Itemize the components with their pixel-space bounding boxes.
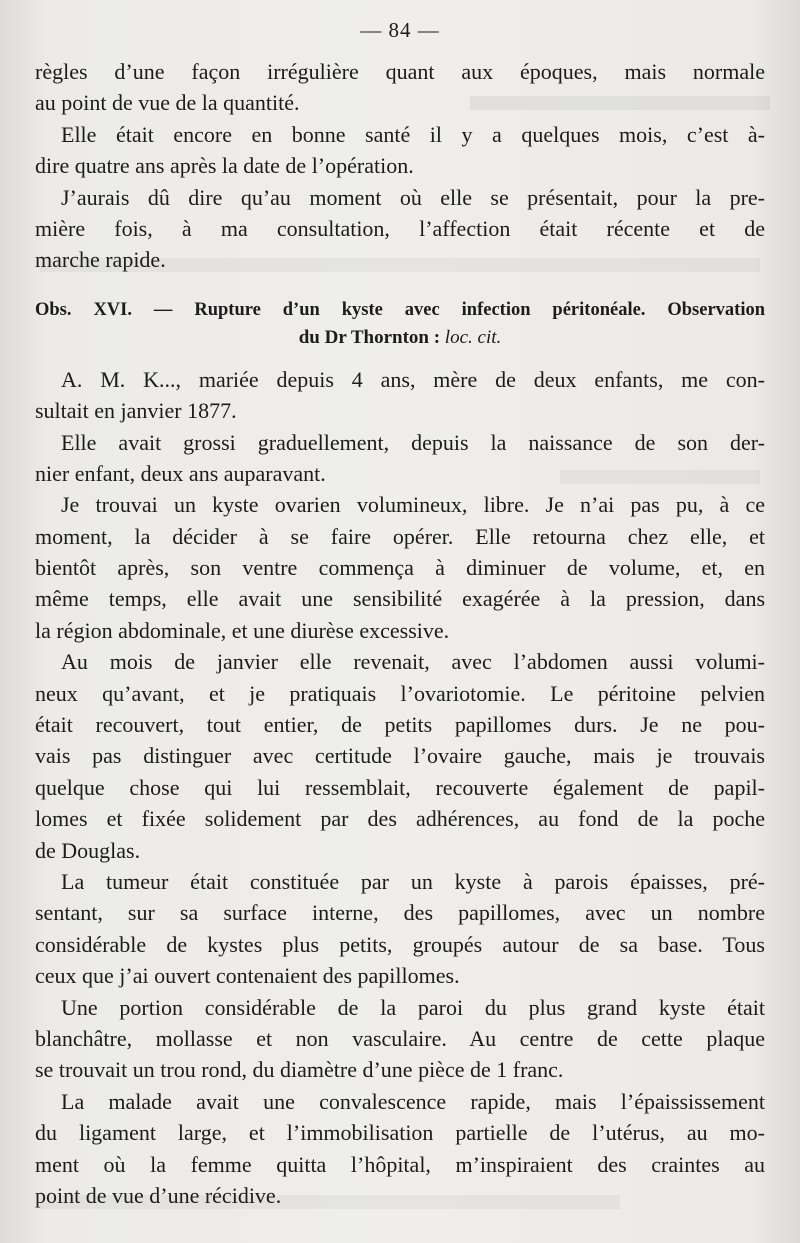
text-line: Je trouvai un kyste ovarien volumineux, libre. Je n’ai pas pu, à ce <box>61 492 765 518</box>
text-line: Une portion considérable de la paroi du plus grand kyste était <box>61 994 765 1020</box>
paragraph <box>35 182 765 276</box>
observation-citation: loc. cit. <box>444 326 502 348</box>
text-line: règles d’une façon irrégulière quant aux époques, mais normale <box>35 59 765 84</box>
observation-heading: Obs. XVI. — Rupture d’un kyste avec infection péritonéale. Observation <box>35 299 765 320</box>
spacer <box>35 352 765 364</box>
text-line: au point de vue de la quantité. <box>35 90 300 116</box>
page-body <box>35 56 765 1211</box>
paragraph <box>35 992 765 1086</box>
text-line: dire quatre ans après la date de l’opération. <box>35 153 414 179</box>
text-line: Au mois de janvier elle revenait, avec l’abdomen aussi volumi- <box>61 649 765 675</box>
text-line: bientôt après, son ventre commença à diminuer de volume, et, en <box>35 555 765 581</box>
text-line: mière fois, à ma consultation, l’affection était récente et de <box>35 215 765 241</box>
text-line: la région abdominale, et une diurèse excessive. <box>35 617 450 643</box>
text-line: point de vue d’une récidive. <box>35 1182 282 1208</box>
text-line: se trouvait un trou rond, du diamètre d’une pièce de 1 franc. <box>35 1057 564 1083</box>
text-line: sultait en janvier 1877. <box>35 398 237 424</box>
observation-subheading <box>35 324 765 352</box>
text-line: Elle était encore en bonne santé il y a quelques mois, c’est à- <box>61 121 765 147</box>
page-number: — 84 — <box>360 18 440 42</box>
text-line: même temps, elle avait une sensibilité exagérée à la pression, dans <box>35 586 765 612</box>
text-line: J’aurais dû dire qu’au moment où elle se présentait, pour la pre- <box>61 184 765 210</box>
text-line: moment, la décider à se faire opérer. Elle retourna chez elle, et <box>35 523 765 549</box>
paragraph <box>35 1086 765 1212</box>
text-line: A. M. K..., mariée depuis 4 ans, mère de deux enfants, me con- <box>61 366 765 392</box>
text-line: vais pas distinguer avec certitude l’ovaire gauche, mais je trouvais <box>35 743 765 769</box>
text-line: nier enfant, deux ans auparavant. <box>35 460 326 486</box>
text-line: Elle avait grossi graduellement, depuis la naissance de son der- <box>61 429 765 455</box>
text-line: ceux que j’ai ouvert contenaient des papillomes. <box>35 963 460 989</box>
text-line: considérable de kystes plus petits, groupés autour de sa base. Tous <box>35 931 765 957</box>
text-line: était recouvert, tout entier, de petits papillomes durs. Je ne pou- <box>35 712 765 738</box>
text-line: blanchâtre, mollasse et non vasculaire. Au centre de cette plaque <box>35 1025 765 1051</box>
text-line: de Douglas. <box>35 837 141 863</box>
text-line: du ligament large, et l’immobilisation partielle de l’utérus, au mo- <box>35 1120 765 1146</box>
paragraph <box>35 56 765 119</box>
paragraph <box>35 866 765 992</box>
spacer <box>35 276 765 296</box>
paragraph <box>35 489 765 646</box>
paragraph <box>35 364 765 427</box>
text-line: marche rapide. <box>35 247 166 273</box>
paragraph <box>35 427 765 490</box>
text-line: La tumeur était constituée par un kyste à parois épaisses, pré- <box>61 868 765 894</box>
paragraph <box>35 646 765 866</box>
text-line: La malade avait une convalescence rapide, mais l’épaississement <box>61 1088 765 1114</box>
text-line: quelque chose qui lui ressemblait, recouverte également de papil- <box>35 774 765 800</box>
text-line: lomes et fixée solidement par des adhérences, au fond de la poche <box>35 806 765 832</box>
text-line: ment où la femme quitta l’hôpital, m’inspiraient des craintes au <box>35 1151 765 1177</box>
text-line: sentant, sur sa surface interne, des papillomes, avec un nombre <box>35 900 765 926</box>
observation-author: du Dr Thornton : <box>298 326 441 348</box>
paragraph <box>35 119 765 182</box>
text-line: neux qu’avant, et je pratiquais l’ovariotomie. Le péritoine pelvien <box>35 680 765 706</box>
